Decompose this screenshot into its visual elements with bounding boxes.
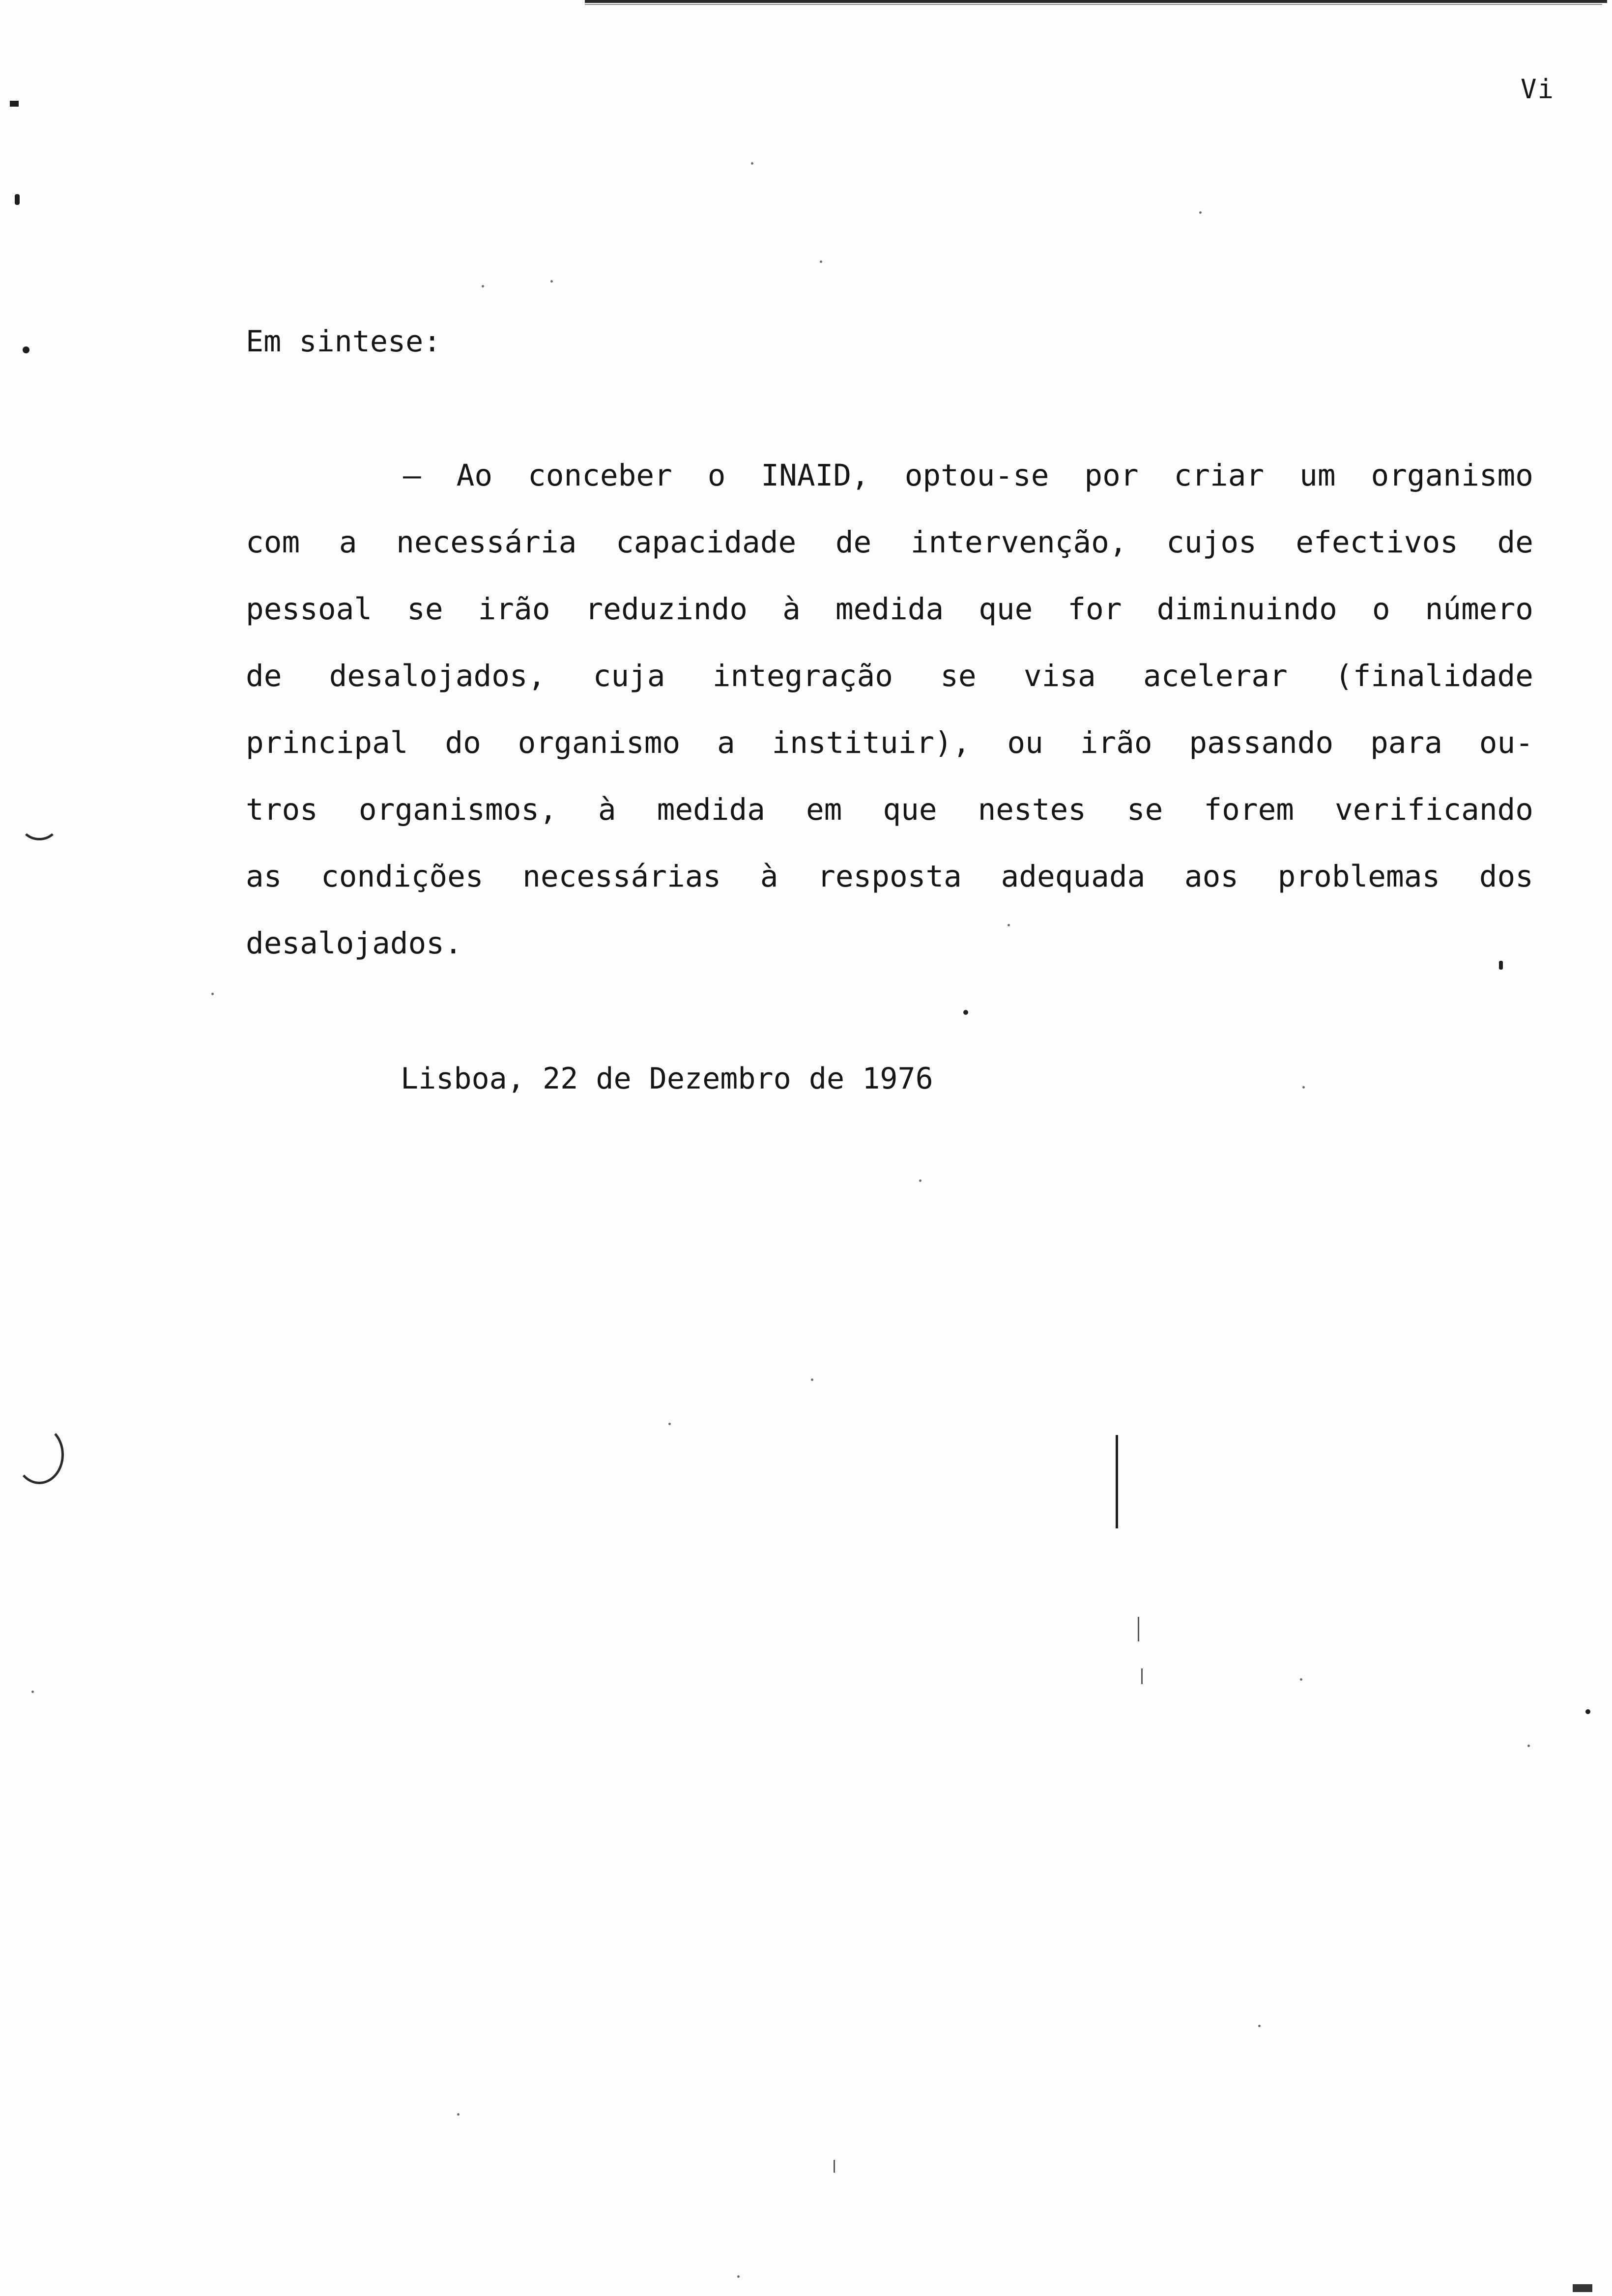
scan-stroke [834, 2160, 835, 2173]
dust-speck [457, 2113, 460, 2116]
paragraph-line: com a necessária capacidade de intervenção, cujos efectivos de [246, 525, 1533, 560]
paragraph-line: principal do organismo a instituir), ou irão passando para ou- [246, 725, 1533, 760]
dust-speck [1300, 1678, 1302, 1681]
punch-hole-mark [15, 1425, 64, 1484]
dust-speck [919, 1179, 921, 1182]
paragraph-line: desalojados. [246, 926, 462, 961]
dust-speck [211, 993, 214, 995]
place-and-date: Lisboa, 22 de Dezembro de 1976 [401, 1062, 933, 1096]
margin-mark [1585, 1709, 1590, 1714]
dust-speck [482, 285, 484, 287]
dust-speck [963, 1010, 968, 1015]
scan-stroke [1116, 1435, 1118, 1528]
paragraph-line: tros organismos, à medida em que nestes se forem verificando [246, 792, 1533, 827]
body-paragraph [246, 442, 1533, 977]
paragraph-line: — Ao conceber o INAID, optou-se por criar um organismo [403, 458, 1533, 493]
paragraph-line: pessoal se irão reduzindo à medida que for diminuindo o número [246, 592, 1533, 627]
paragraph-line: de desalojados, cuja integração se visa acelerar (finalidade [246, 659, 1533, 693]
page-number: Vi [1521, 74, 1555, 105]
dust-speck [1199, 211, 1202, 214]
top-edge-rule-shadow [585, 4, 1602, 5]
margin-mark [15, 194, 20, 205]
dust-speck [811, 1378, 813, 1381]
dust-speck [668, 1423, 671, 1425]
dust-speck [1008, 924, 1010, 926]
paragraph-line: as condições necessárias à resposta adequada aos problemas dos [246, 859, 1533, 894]
dust-speck [1258, 2025, 1261, 2027]
section-heading: Em sintese: [246, 324, 441, 359]
dust-speck [820, 260, 822, 263]
dust-speck [550, 280, 553, 283]
scan-stroke [1138, 1617, 1139, 1641]
dust-speck [1302, 1086, 1305, 1089]
punch-hole-mark [20, 806, 59, 840]
margin-mark [10, 101, 19, 107]
corner-mark [1573, 2284, 1592, 2292]
dust-speck [751, 162, 753, 165]
scan-stroke [1141, 1668, 1143, 1684]
dust-speck [737, 2275, 740, 2278]
dust-speck [31, 1691, 34, 1693]
dust-speck [1527, 1745, 1530, 1747]
margin-mark [23, 346, 29, 353]
top-edge-rule [585, 0, 1607, 3]
margin-mark [1499, 961, 1503, 970]
